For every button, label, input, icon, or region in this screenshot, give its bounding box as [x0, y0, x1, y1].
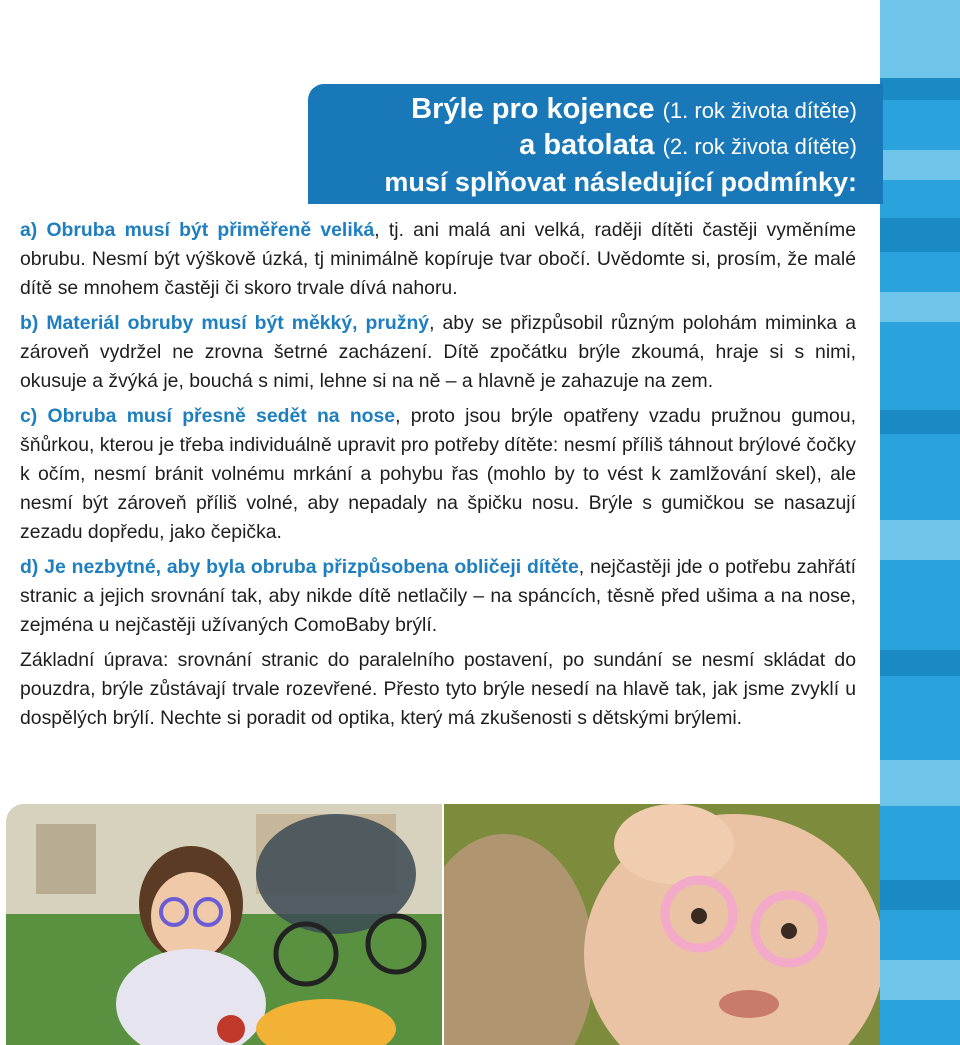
side-stripe-band	[880, 150, 960, 180]
article-body	[20, 216, 856, 739]
photo-baby-closeup	[444, 804, 880, 1045]
side-stripe-band	[880, 960, 960, 1000]
side-stripe-band	[880, 520, 960, 560]
paragraph-a-text: , tj. ani malá ani velká, raději dítěti častěji vyměníme obrubu. Nesmí být výškově úzká, tj minimálně kopíruje tvar obočí. Uvědomte si, prosím, že malé dítě se mnohem častěji či skoro trvale dívá nahoru.	[20, 219, 856, 299]
side-stripe-band	[880, 410, 960, 434]
paragraph-c	[20, 402, 856, 547]
paragraph-e	[20, 646, 856, 733]
title-line-2: a batolata (2. rok života dítěte)	[519, 129, 857, 161]
paragraph-d	[20, 553, 856, 640]
photo-toddler-illustration	[6, 804, 442, 1045]
paragraph-d-text: , nejčastěji jde o potřebu zahřátí stranic a jejich srovnání tak, aby nikde dítě netlačily – na spáncích, těsně před ušima a na nose, zejména u nejčastěji užívaných ComoBaby brýlí.	[20, 556, 857, 636]
photo-toddler-crawling	[6, 804, 442, 1045]
side-stripe-band	[880, 218, 960, 252]
paragraph-e-text: Základní úprava: srovnání stranic do paralelního postavení, po sundání se nesmí skládat do pouzdra, brýle zůstávají trvale rozevřené. Přesto tyto brýle nesedí na hlavě tak, jak jsme zvyklí u dospělých brýlí. Nechte si poradit od optika, který má zkušenosti s dětskými brýlemi.	[20, 649, 856, 729]
side-stripe-band	[880, 0, 960, 78]
title-line-1: Brýle pro kojence (1. rok života dítěte)	[411, 93, 857, 125]
side-stripe-band	[880, 78, 960, 100]
paragraph-b-highlight: b) Materiál obruby musí být měkký, pružný	[20, 312, 430, 334]
side-stripe-band	[880, 650, 960, 676]
photo-baby-illustration	[444, 804, 880, 1045]
side-stripe-band	[880, 880, 960, 910]
title-line-3: musí splňovat následující podmínky:	[384, 167, 857, 197]
paragraph-a	[20, 216, 856, 303]
paragraph-b-text: , aby se přizpůsobil různým polohám miminka a zároveň vydržel ne zrovna šetrné zacházení. Dítě zpočátku brýle zkoumá, hraje si s nimi, okusuje a žvýká je, bouchá s nimi, lehne si na ně – a hlavně je zahazuje na zem.	[20, 312, 856, 392]
paragraph-c-highlight: c) Obruba musí přesně sedět na nose	[20, 405, 396, 427]
paragraph-d-highlight: d) Je nezbytné, aby byla obruba přizpůsobena obličeji dítěte	[20, 556, 579, 578]
side-stripe-band	[880, 292, 960, 322]
paragraph-b	[20, 309, 856, 396]
paragraph-c-text: , proto jsou brýle opatřeny vzadu pružnou gumou, šňůrkou, kterou je třeba individuálně upravit pro potřeby dítěte: nesmí příliš táhnout brýlové čočky k očím, nesmí bránit volnému mrkání a pohybu řas (mohlo by to vést k zamlžování skel), ale nesmí být zároveň příliš volné, aby nepadaly na špičku nosu. Brýle s gumičkou se nasazují zezadu dopředu, jako čepička.	[20, 405, 856, 543]
title-box	[308, 84, 883, 204]
side-stripe-band	[880, 760, 960, 806]
paragraph-a-highlight: a) Obruba musí být přiměřeně veliká	[20, 219, 375, 241]
